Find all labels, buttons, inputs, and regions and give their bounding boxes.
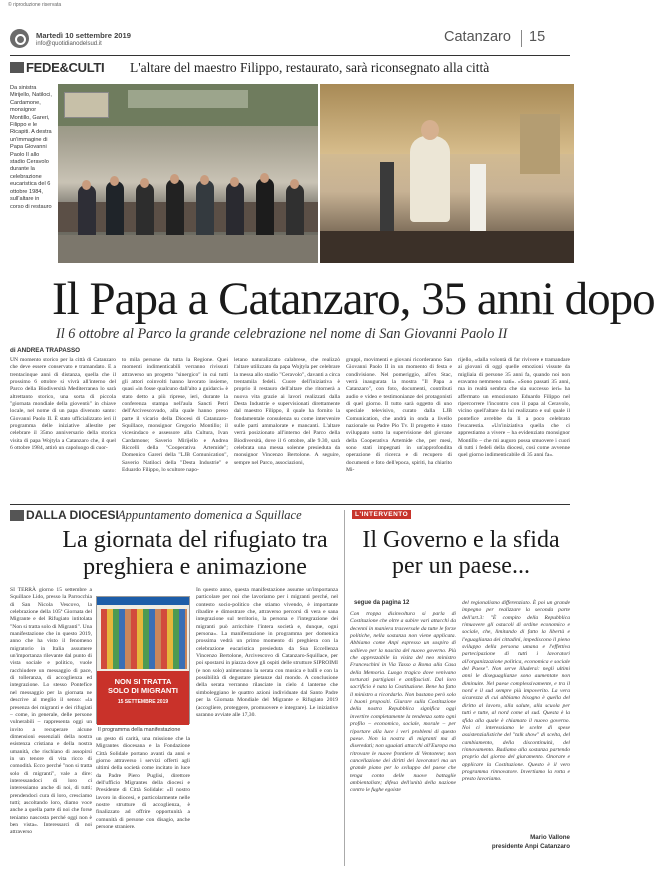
author-role: presidente Anpi Catanzaro bbox=[491, 843, 570, 850]
intervento-label: L'INTERVENTO bbox=[352, 510, 411, 519]
author-signature: Mario Vallone bbox=[530, 834, 570, 841]
top-rule bbox=[10, 55, 570, 56]
photo-pope-mass bbox=[320, 84, 574, 263]
section-marker-icon bbox=[10, 510, 24, 521]
article2-column-3 bbox=[196, 587, 338, 720]
main-subheadline: Il 6 ottobre al Parco la grande celebrazione nel nome di San Giovanni Paolo II bbox=[56, 326, 508, 342]
article2-column-1 bbox=[10, 587, 92, 838]
photo-caption: Da sinistra Mirijello, Natiloci, Cardamone, monsignor Montillo, Gareri, Filippo e le Ricapiti. A destra un'immagine di Papa Giovanni Paolo II allo stadio Ceravolo durante la celebrazione eucaristica del 6 ottobre 1984, sull'altare in corso di restauro bbox=[10, 85, 52, 210]
page-number: 15 bbox=[529, 29, 546, 45]
article1-column-4 bbox=[346, 357, 452, 476]
copyright-notice: © riproduzione riservata bbox=[8, 2, 62, 8]
article-paragraph: to mila persone da tutta la Regione. Quei momenti indimenticabili verranno rivissuti attraverso un progetto "sinergico" in cui tutti gli attori coinvolti hanno lavorato insieme, quasi «in fosse qualcuno dall'alto a guidarci» è stato detto a più riprese, ieri, durante la conferenza stampa nell'aula Sancti Petri dell'Arcivescovado, alla quale hanno preso parte il vicario della Diocesi di Catanzaro-Squillace, monsignor Gregorio Montillo; il vicesindaco e assessore alla Cultura, Ivan Cardamone; Saverio Mirijello e Andrea Riccelli della "Cooperativa Artemide"; Domenico Gareri della "LJB Comunication", Saverio Natiloci della "Desta Industrie" e Eduardo Filippo, lo scultore napo- bbox=[122, 357, 228, 474]
article1-column-1 bbox=[10, 357, 116, 453]
article-paragraph: In questo anno, questa manifestazione assume un'importanza particolare per noi che lavoriamo per i migranti perché, nel contesto socio-politico che stiamo vivendo, è importante ribadire e dimostrare che, attraverso percorsi di vera e sana integrazione sul territorio, la persona e l'integrazione dei migranti può arricchire l'intera società e, dunque, ogni persona». La manifestazione in programma per domenica prossima vedrà un primo momento di preghiera con la celebrazione eucaristica presieduta da Sua Eccellenza Vincenzo Bertolone, Arcivescovo di Catanzaro-Squillace, per poi spostarsi in piazza dove gli ospiti delle strutture SIPROIMI (e non solo) animeranno la serata con musica e balli e con la possibilità di degustare pietanze dal mondo. A conclusione della serata verranno rilasciate in cielo 4 lanterne che simboleggiano le quattro azioni individuate dal Santo Padre per la Giornata Mondiale del Migrante e Rifugiato 2019 (accogliere, proteggere, promuovere e integrare). Le iniziative saranno avviate alle 17,30. bbox=[196, 587, 338, 718]
poster-text-1: NON SI TRATTA bbox=[114, 677, 172, 686]
article1-column-5 bbox=[458, 357, 570, 461]
article-paragraph: rijello, «dalla volontà di far rivivere e tramandare ai giovani di oggi quelle emozioni vissute da migliaia di persone 35 anni fa, quando noi non eravamo nemmeno nati». «Sono passati 35 anni, ma in realtà sembra che sia successo ieri» ha affermato un emozionato Eduardo Filippo nel ripercorrere l'incontro con il papa al Ceravolo, vicino quell'altare da lui realizzato e sul quale il pontefice avrebbe da lì a poco celebrato l'eucarestia. «Un'iniziativa quella che ci apprestiamo a vivere – ha evidenziato monsignor Montillo – che mi auguro possa smuovere i cuori di tutti i fedeli della diocesi, così come avvenne quel giorno indimenticabile di 35 anni fa». bbox=[458, 357, 570, 459]
article-paragraph: SI TERRÀ giorno 15 settembre a Squillace Lido, presso la Parrocchia di San Nicola Vescovo, la celebrazione della 105ª Giornata del Migrante e del Rifugiato intitolata "Non si tratta solo di Migranti". Una manifestazione che in questo 2019, anno che ha visto il fenomeno migratorio in Italia assumere un'importanza rilevante dal punto di vista sociale e politico, vuole racchiudere un messaggio di pace, di tolleranza, di accoglienza ed integrazione. Lo stesso Pontefice nel messaggio per la giornata ne descrive al meglio il senso: «la presenza dei migranti e dei rifugiati – come, in generale, delle persone vulnerabili – rappresenta oggi un invito a recuperare alcune dimensioni essenziali della nostra esistenza cristiana e della nostra umanità, che rischiano di assopirsi in un tenore di vita ricco di comodità. Ecco perché "non si tratta solo di migranti", vale a dire: interessandoci di loro ci interessiamo anche di noi, di tutti; prendendoci cura di loro, cresciamo tutti; ascoltando loro, diamo voce anche a quella parte di noi che forse teniamo nascosta perché oggi non è ben vista». Interessarci di noi attraverso bbox=[10, 587, 92, 836]
article-paragraph: Con troppa disinvoltura si parla di Costituzione che oltre a subire vari attacchi da decenni in maniera trasversale da tutte le forze politiche, nella sostanza non viene applicata. Abbiamo come Anpi espresso un sospiro di sollievo per la nascita del nuovo governo. Più che apprezzabile la visita del neo ministro Franceschini in Via Tasso a Roma alla Casa della Memoria. Luogo tragico dove venivano torturati partigiani e antifascisti. Dal loro sacrificio è nata la Costituzione. Bene ha fatto il ministro a ricordarlo. Non bastano però solo i buoni propositi. Giurare sulla Costituzione della nostra Repubblica significa oggi invertire completamente la tendenza sotto ogni profilo – economico, sociale, morale – per riportare alla luce i veri problemi di questo paese. Non la nostra di migranti ma di diseredati; non sguaiati attacchi all'Europa ma ritrovare le nuove frontiere di Ventotene; non cancellazione dei diritti dei lavoratori ma un grande piano per lo sviluppo del paese che tenga conto delle nuove battaglie ambientaliste; difesa dell'unità della nazione contro le fughe egoiste bbox=[350, 611, 456, 794]
intervento-column-2 bbox=[462, 600, 570, 785]
photo-conference bbox=[58, 84, 318, 263]
poster-text-2: SOLO DI MIGRANTI bbox=[108, 686, 178, 695]
section-title-diocesi: Appuntamento domenica a Squillace bbox=[118, 508, 302, 522]
byline: di ANDREA TRAPASSO bbox=[10, 347, 81, 354]
contact-email[interactable]: info@quotidianodelsud.it bbox=[36, 41, 102, 47]
column-divider bbox=[344, 510, 345, 866]
article1-column-3 bbox=[234, 357, 340, 468]
article-paragraph: UN momento storico per la città di Catanzaro che deve essere conservato e tramandato. E a trentacinque anni di distanza, quella che il prossimo 6 ottobre si vivrà all'interno del Parco della Biodiversità Mediterranea lo sarà altrettanto storico, una sorta di piccola "giornata mondiale della gioventù" in chiave locale, nel nome di un papa divenuto santo: Giovanni Paolo II. È stato ufficializzato ieri il programma delle iniziative allestite per celebrare il 35mo anniversario della storica visita di papa Wojtyla a Catanzaro che, il quel 6 ottobre 1984, attirò un capoluogo di cuor- bbox=[10, 357, 116, 452]
section-label: FEDE&CULTI bbox=[26, 60, 105, 75]
article-paragraph: del regionalismo differenziato. È poi un grande impegno per realizzare la seconda parte dell'art.3: "È compito della Repubblica rimuovere gli ostacoli di ordine economico e sociale, che, limitando di fatto la libertà e l'eguaglianza dei cittadini, impediscono il pieno sviluppo della persona umana e l'effettiva partecipazione di tutti i lavoratori all'organizzazione politica, economica e sociale del Paese". Non serve illudersi: negli ultimi anni le diseguaglianze sono aumentate non diminuite. Nel paese complessivamente, e tra il nord e il sud sempre più impoverito. La vera sicurezza di cui abbiamo bisogno è quella del diritto al lavoro, alla salute, alla scuola per tutti e tutte, al nord come al sud. Questa è la sfida alla quale è chiamato il nuovo governo. Noi ci interessiamo le scelte di spese assistenzialistiche del "talk show" di scelta, del cambiamento, della discontinuità, del rinnovamento. Badiamo alla sostanza partendo proprio dal giorno del giuramento. Onorare e applicare la Costituzione. Questo è il vero programma rinnovatore. Invertiamo la rotta e presto lavoriamo. bbox=[462, 600, 570, 783]
article2-headline: La giornata del rifugiato tra preghiera e animazione bbox=[62, 527, 328, 580]
continued-from-note: segue da pagina 12 bbox=[354, 600, 410, 606]
poster-caption: Il programma della manifestazione bbox=[98, 727, 181, 733]
header-divider bbox=[521, 30, 522, 47]
section-marker-icon bbox=[10, 62, 24, 73]
poster-text-3: 15 SETTEMBRE 2019 bbox=[117, 699, 169, 705]
section-label-diocesi: DALLA DIOCESI bbox=[26, 508, 119, 522]
event-poster bbox=[96, 596, 190, 724]
newspaper-logo-icon bbox=[10, 29, 29, 48]
article-paragraph: letano naturalizzato calabrese, che realizzò l'altare utilizzato da papa Wojtyla per celebrare la messa allo stadio "Ceravolo", davanti a circa trentamila fedeli. Cuore dell'iniziativa è proprio il restauro dell'altare che ritornerà a nuova vita grazie ai lavori realizzati dalla Desta Industrie e supervisionati direttamente dal maestro Filippo, il quale ha fornito la fondamentale consulenza su come intervenire sulle parti ammalorate e mancanti. L'altare verrà posizionato all'interno del Parco della Biodiversità, dove il 6 ottobre, alle 9.30, sarà celebrata una messa solenne presieduta da monsignor Vincenzo Bertolone. A seguire, sempre nel Parco, associazioni, bbox=[234, 357, 340, 466]
intervento-column-1 bbox=[350, 611, 456, 796]
main-headline: Il Papa a Catanzaro, 35 anni dopo bbox=[52, 273, 655, 325]
intervento-headline: Il Governo e la sfida per un paese... bbox=[362, 527, 560, 579]
article1-column-2 bbox=[122, 357, 228, 476]
section-city: Catanzaro bbox=[444, 29, 511, 45]
issue-date: Martedì 10 settembre 2019 bbox=[36, 31, 131, 40]
section-title: L'altare del maestro Filippo, restaurato, sarà riconsegnato alla città bbox=[130, 60, 490, 75]
middle-rule bbox=[10, 504, 570, 505]
article-paragraph: gruppi, movimenti e giovani ricorderanno San Giovanni Paolo II in un momento di festa e condivisione. Nel pomeriggio, all'ex Stac, verrà inaugurata la mostra "Il Papa a Catanzaro", con foto, documenti, contributi audio e video e testimonianze dei protagonisti di quel giorno. Il tutto sarà oggetto di uno speciale televisivo, curato dalla LJB Comunication, che andrà in onda a livello nazionale su Padre Pio Tv. Il progetto è stato sviluppato sotto la supervisione del giovane della Cooperativa Artemide che, per mesi, sono stati impegnati in un'approfondita operazione di ricerca e di recupero di documenti e foto dell'epoca, spiriti, ha chiarito Mi- bbox=[346, 357, 452, 474]
article2-column-2 bbox=[96, 736, 190, 832]
article-paragraph: un gesto di carità, una missione che la Migrantes diocesana e la Fondazione Città Solidale portano avanti da anni e giorno attraverso i servizi offerti agli ultimi della società come incitato in luce da Padre Piero Puglisi, direttore dell'ufficio Migrantes della diocesi e Presidente di Città Solidale: «Il nostro lavoro in diocesi, e particolarmente nelle nostre strutture di accoglienza, è finalizzato ad offrire opportunità a comunità di persone con disagio, anche persone straniere. bbox=[96, 736, 190, 831]
